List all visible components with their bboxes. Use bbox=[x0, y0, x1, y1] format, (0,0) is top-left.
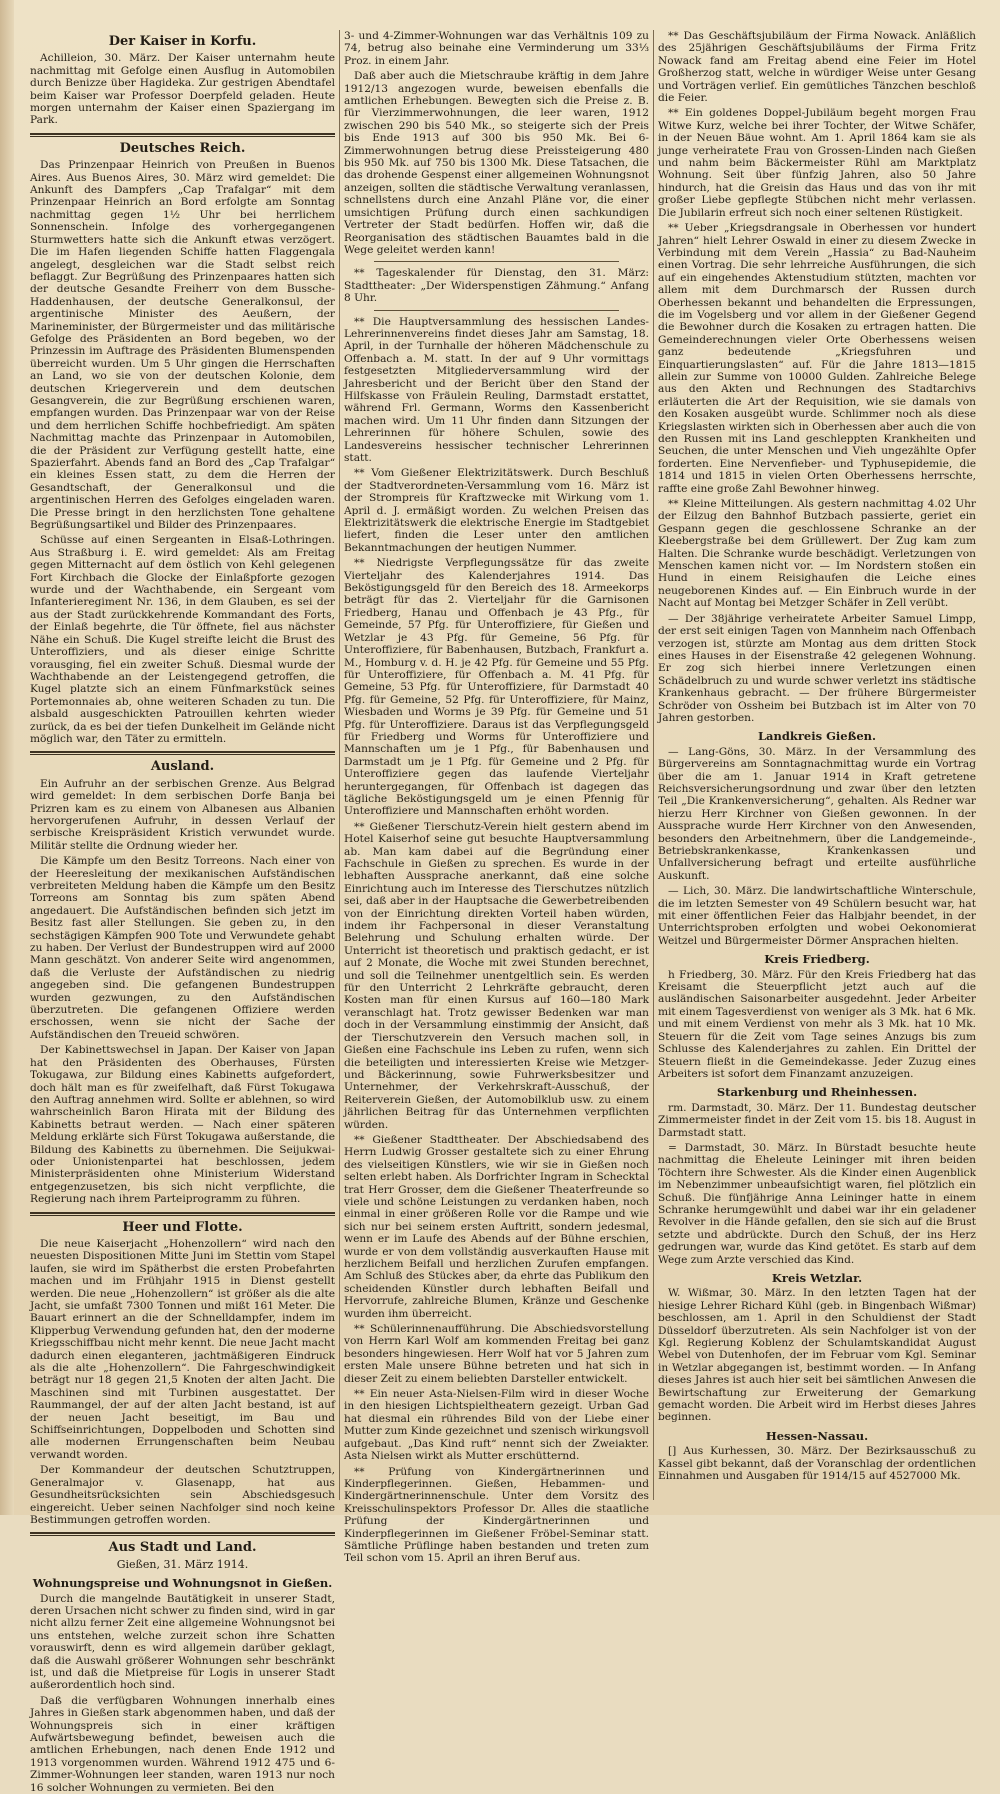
headline-kaiser: Der Kaiser in Korfu. bbox=[108, 34, 257, 49]
short-rule bbox=[374, 261, 619, 262]
article-japan: Der Kabinettswechsel in Japan. Der Kaiser von Japan hat den Präsidenten des Oberhauses, Fürsten Tokugawa, zur Bildung eines Kabinetts aufgefordert, doch hält man es für zweifelhaft, daß Fürst Tokugawa den Auftrag annehmen wird. Sollte er ablehnen, so wird wahrscheinlich Baron Hirata mit der Bildung des Kabinetts betraut werden. — Nach einer späteren Meldung erklärte sich Fürst Tokugawa außerstande, die Bildung des Kabinetts zu übernehmen. Die Seijukwai- oder Unionistenpartei hat beschlossen, jedem Ministerpräsidenten ohne Ministerium Widerstand entgegenzusetzen, bis sich nicht verpflichte, die Regierung nach ihrem Parteiprogramm zu führen. bbox=[30, 1044, 335, 1206]
article-jubilaeum: ** Das Geschäftsjubiläum der Firma Nowack. Anläßlich des 25jährigen Geschäftsjubiläums der Firma Fritz Nowack fand am Freitag abend eine Feier im Hotel Großherzog statt, welche in würdiger Weise unter Gesang und Vorträgen verlief. Ein gemütliches Tänzchen beschloß die Feier. bbox=[658, 30, 976, 105]
article-wohnung-2: Daß die verfügbaren Wohnungen innerhalb eines Jahres in Gießen stark abgenommen haben, und daß der Wohnungspreis sich in einer kräftigen Aufwärtsbewegung befindet, beweisen auch die amtlichen Erhebungen, nach denen Ende 1912 und 1913 vorgenommen wurden. Während 1912 475 und 6-Zimmer-Wohnungen leer standen, waren 1913 nur noch 16 solcher Wohnungen zu vermieten. Bei den bbox=[30, 1694, 335, 1794]
article-kindergaertnerinnen: ** Prüfung von Kindergärtnerinnen und Kinderpflegerinnen. Gießen, Hebammen- und Kindergärtnerinnenschule. Unter dem Vorsitz des Kreisschulinspektors Professor Dr. Alles die staatliche Prüfung der Kindergärtnerinnen und Kinderpflegerinnen im Gießener Fröbel-Seminar statt. Sämtliche Prüflinge haben bestanden und treten zum Teil schon vom 15. April an ihren Beruf aus. bbox=[344, 1465, 649, 1565]
column-rule bbox=[339, 30, 340, 1500]
article-schuesse: Schüsse auf einen Sergeanten in Elsaß-Lothringen. Aus Straßburg i. E. wird gemeldet: Als am Freitag gegen Mitternacht auf dem östlich von Kehl gelegenen Fort Kirchbach die Glocke der Einlaßpforte gezogen wurde und der Wachthabende, ein Sergeant vom Infanterieregiment Nr. 136, in dem Glauben, es sei der aus der Stadt zurückkehrende Kommandant des Forts, der Einlaß begehrte, die Tür öffnete, fiel aus nächster Nähe ein Schuß. Die Kugel streifte leicht die Brust des Unteroffiziers, und als dieser einige Schritte vorausging, fiel ein zweiter Schuß. Diesmal wurde der Wachthabende an der Leistengegend getroffen, die Kugel platzte sich an einem Fünfmarkstück seines Portemonnaies ab, ohne weiteren Schaden zu tun. Die alsbald ausgeschickten Patrouillen kehrten wieder zurück, da es bei der tiefen Dunkelheit im Gelände nicht möglich war, den Täter zu ermitteln. bbox=[30, 534, 335, 745]
headline-stadt-land: Aus Stadt und Land. bbox=[108, 1540, 257, 1556]
article-friedberg: h Friedberg, 30. März. Für den Kreis Friedberg hat das Kreisamt die Steuerpflicht jetzt auch auf die ausländischen Saisonarbeiter ausgedehnt. Jeder Arbeiter mit einem Tagesverdienst von weniger als 3 Mk. hat 6 Mk. und mit einem Verdienst von mehr als 3 Mk. hat 10 Mk. Steuern für die Zeit vom Tage seines Anzugs bis zum Schlusse des Kalenderjahres zu zahlen. Ein Drittel der Steuern fließt in die Gemeindekasse. Jeder Zuzug eines Arbeiters ist sofort dem Finanzamt anzuzeigen. bbox=[658, 968, 976, 1080]
column-left bbox=[30, 30, 335, 1794]
article-lang-goens: — Lang-Göns, 30. März. In der Versammlung des Bürgervereins am Sonntagnachmittag wurde ein Vortrag über die am 1. Januar 1914 in Kraft getretene Reichsversicherungsordnung und zwar über den letzten Teil „Die Krankenversicherung“, gehalten. Als Redner war hierzu Herr Kirchner von Gießen gewonnen. In der Aussprache wurde Herr Kirchner von den Anwesenden, besonders den Arbeitnehmern, über die Landgemeinde-, Betriebskrankenkasse, Krankenkassen und Unfallversicherung befragt und erteilte ausführliche Auskunft. bbox=[658, 745, 976, 882]
dateline: Gießen, 31. März 1914. bbox=[116, 1557, 249, 1571]
headline-ausland: Ausland. bbox=[150, 759, 215, 775]
headline-hessen-nassau: Hessen-Nassau. bbox=[765, 1428, 869, 1443]
article-elektrizitaet: ** Vom Gießener Elektrizitätswerk. Durch Beschluß der Stadtverordneten-Versammlung vom 16. März ist der Strompreis für Kraftzwecke mit Wirkung vom 1. April d. J. ermäßigt worden. Zu welchen Preisen das Elektrizitätswerk die elektrische Energie im Stadtgebiet liefert, finden die Leser unter den amtlichen Bekanntmachungen der heutigen Nummer. bbox=[344, 467, 649, 554]
article-kleine-mitteilungen: ** Kleine Mitteilungen. Als gestern nachmittag 4.02 Uhr der Eilzug den Bahnhof Butzbach passierte, geriet ein Gespann gegen die geschlossene Schranke an der Kleebergstraße bei dem Grüllewert. Der Zug kam zum Halten. Die Schranke wurde beschädigt. Verletzungen von Menschen kamen nicht vor. — Im Nordstern stoßen ein Hund in einem Reisighaufen die Leiche eines neugeborenen Kindes auf. — Ein Einbruch wurde in der Nacht auf Montag bei Metzger Schäfer in Zell verübt. bbox=[658, 498, 976, 610]
article-prinzenpaar: Das Prinzenpaar Heinrich von Preußen in Buenos Aires. Aus Buenos Aires, 30. März wird gemeldet: Die Ankunft des Dampfers „Cap Trafalgar“ mit dem Prinzenpaar Heinrich an Bord erfolgte am Sonntag nachmittag gegen 1½ Uhr bei herrlichem Sonnenschein. Infolge des vorhergegangenen Sturmwetters hatte sich die Ankunft etwas verzögert. Die im Hafen liegenden Schiffe hatten Flaggengala angelegt, desgleichen war die Stadt selbst reich beflaggt. Zur Begrüßung des Prinzenpaares hatten sich der deutsche Gesandte Freiherr von dem Bussche-Haddenhausen, der deutsche Generalkonsul, der argentinische Minister des Aeußern, der Marineminister, der Bürgermeister und das militärische Gefolge des Präsidenten an Bord begeben, wo der Prinzessin im Auftrage des Präsidenten Blumenspenden überreicht wurden. Um 5 Uhr gingen die Herrschaften an Land, wo sie von der deutschen Kolonie, dem deutschen Kriegerverein und dem deutschen Gesangverein, die zur Begrüßung erschienen waren, empfangen wurden. Das Prinzenpaar war von der Reise und dem herrlichen Schiffe hochbefriedigt. Am späten Nachmittag machte das Prinzenpaar in Automobilen, die der Präsident zur Verfügung gestellt hatte, eine Spazierfahrt. Abends fand an Bord des „Cap Trafalgar“ ein kleines Essen statt, zu dem die Herren der Gesandtschaft, der Generalkonsul und die argentinischen Herren des Gefolges eingeladen waren. Die Presse bringt in den herzlichsten Tone gehaltene Begrüßungsartikel und Bilder des Prinzenpaares. bbox=[30, 159, 335, 532]
headline-reich: Deutsches Reich. bbox=[119, 140, 246, 156]
article-aufruhr: Ein Aufruhr an der serbischen Grenze. Aus Belgrad wird gemeldet: In dem serbischen Dorfe Banja bei Prizren kam es zu einem von Albanesen aus Albanien hervorgerufenen Aufruhr, in dessen Verlauf der serbische Kreispräsident Kristich verwundet wurde. Militär stellte die Ordnung wieder her. bbox=[30, 777, 335, 852]
article-schutztruppen: Der Kommandeur der deutschen Schutztruppen, Generalmajor v. Glasenapp, hat aus Gesundheitsrücksichten sein Abschiedsgesuch eingereicht. Ueber seinen Nachfolger sind noch keine Bestimmungen getroffen worden. bbox=[30, 1464, 335, 1526]
column-right bbox=[658, 30, 976, 1500]
article-mietschraube: Daß aber auch die Mietschraube kräftig in dem Jahre 1912/13 angezogen wurde, beweisen ebenfalls die amtlichen Erhebungen. Bewegten sich die Preise z. B. für Vierzimmerwohnungen, die leer waren, 1912 zwischen 290 bis 540 Mk., so steigerte sich der Preis bis Ende 1913 auf 300 bis 950 Mk. Bei 6-Zimmerwohnungen betrug diese Preissteigerung 480 bis 950 Mk. auf 750 bis 1300 Mk. Diese Tatsachen, die das drohende Gespenst einer allgemeinen Wohnungsnot anzeigen, sollten die städtische Verwaltung veranlassen, schnellstens durch eine Anzahl Pläne vor, die einer umsichtigen Prüfung durch einen sachkundigen Vertreter der Stadt bedürfen. Hoffen wir, daß die Reorganisation des städtischen Bauamtes bald in die Wege geleitet werden kann! bbox=[344, 70, 649, 256]
article-abschied: ** Schülerinnenaufführung. Die Abschiedsvorstellung von Herrn Karl Wolf am kommenden Freitag bei ganz besonders hingewiesen. Herr Wolf hat vor 5 Jahren zum ersten Male unsere Bühne betreten und hat sich in dieser Zeit zu einem beliebten Darsteller entwickelt. bbox=[344, 1323, 649, 1385]
headline-wohnung: Wohnungspreise und Wohnungsnot in Gießen. bbox=[32, 1576, 333, 1591]
headline-heer: Heer und Flotte. bbox=[122, 1219, 243, 1235]
article-wissmar: W. Wißmar, 30. März. In den letzten Tagen hat der hiesige Lehrer Richard Kühl (geb. in Bingenbach Wißmar) beschlossen, am 1. April in den Schuldienst der Stadt Düsseldorf überzutreten. Als sein Nachfolger ist von der Kgl. Regierung Koblenz der Schulamtskandidat August Webel von Dutenhofen, der im Februar vom Kgl. Seminar in Wetzlar abgegangen ist, bestimmt worden. — In Anfang dieses Jahres ist auch hier seit bei sämtlichen Anwesen die Bewirtschaftung zur Erweiterung der Gemarkung gemacht worden. Die Arbeit wird im Herbst dieses Jahres beginnen. bbox=[658, 1287, 976, 1424]
column-middle bbox=[344, 30, 649, 1565]
article-kurhessen: [] Aus Kurhessen, 30. März. Der Bezirksausschuß zu Kassel gibt bekannt, daß der Voranschlag der ordentlichen Einnahmen und Ausgaben für 1914/15 auf 4527000 Mk. bbox=[658, 1445, 976, 1483]
section-divider bbox=[30, 133, 335, 137]
short-rule bbox=[374, 310, 619, 311]
article-stadttheater: ** Gießener Stadttheater. Der Abschiedsabend des Herrn Ludwig Grosser gestaltete sich zu einer Ehrung des vielseitigen Künstlers, wie wir sie in Gießen noch selten erlebt haben. Als Dorfrichter Ingram in Schecktal trat Herr Grosser, dem die Gießener Theaterfreunde so viele und schöne Leistungen zu verdanken haben, noch einmal in einer größeren Rolle vor die Rampe und wie sich nur bei seinem ersten Auftritt, sondern jedesmal, wenn er im Laufe des Abends auf der Bühne erschien, wurde er von dem vollständig ausverkauften Hause mit herzlichem Beifall und herzlichen Zurufen empfangen. Am Schluß des Stückes aber, da ehrte das Publikum den scheidenden Künstler durch lebhaften Beifall und Hervorrufe, zahlreiche Blumen, Kränze und Geschenke wurden ihm überreicht. bbox=[344, 1133, 649, 1320]
article-torreon: Die Kämpfe um den Besitz Torreons. Nach einer von der Heeresleitung der mexikanischen Aufständischen verbreiteten Meldung haben die Kämpfe um den Besitz Torreons am Sonntag bis zum späten Abend angedauert. Die Aufständischen befinden sich jetzt im Besitz fast aller Stellungen. Sie geben zu, in den sechstägigen Kämpfen 900 Tote und Verwundete gehabt zu haben. Der Verlust der Bundestruppen wird auf 2000 Mann geschätzt. Von anderer Seite wird angenommen, daß die Verluste der Aufständischen zu niedrig angegeben sind. Die gefangenen Bundestruppen wurden gezwungen, zu den Aufständischen überzutreten. Die gefangenen Offiziere werden erschossen, wenn sie nicht der Sache der Aufständischen den Treueid schwören. bbox=[30, 855, 335, 1041]
headline-starkenburg: Starkenburg und Rheinhessen. bbox=[716, 1085, 918, 1100]
article-tageskalender: ** Tageskalender für Dienstag, den 31. März: Stadttheater: „Der Widerspenstigen Zähmung.“ Anfang 8 Uhr. bbox=[344, 267, 649, 305]
article-darmstadt-2: = Darmstadt, 30. März. In Bürstadt besuchte heute nachmittag die Eheleute Leininger mit ihren beiden Töchtern ihre Schwester. Als die Kinder einen Augenblick im Nebenzimmer unbeaufsichtigt waren, fiel plötzlich ein Schuß. Die fünfjährige Anna Leininger hatte in einem Schranke herumgewühlt und dabei war ihr ein geladener Revolver in die Hände gefallen, den sie sich auf die Brust setzte und abdrückte. Durch den Schuß, der ins Herz gedrungen war, wurde das Kind getötet. Es starb auf dem Wege zum Arzte verschied das Kind. bbox=[658, 1141, 976, 1266]
article-darmstadt-1: rm. Darmstadt, 30. März. Der 11. Bundestag deutscher Zimmermeister findet in der Zeit vom 15. bis 18. August in Darmstadt statt. bbox=[658, 1101, 976, 1139]
section-divider bbox=[30, 1212, 335, 1216]
article-kaiserjacht: Die neue Kaiserjacht „Hohenzollern“ wird nach den neuesten Dispositionen Mitte Juni im Stettin vom Stapel laufen, sie wird im Spätherbst die ersten Probefahrten machen und im Frühjahr 1915 in Dienst gestellt werden. Die neue „Hohenzollern“ ist größer als die alte Jacht, sie umfaßt 7300 Tonnen und mißt 161 Meter. Die Bauart erinnert an die der Schnelldampfer, indem im Klipperbug Verwendung gefunden hat, den der moderne Kriegsschiffbau nicht mehr kennt. Die neue Jacht macht dadurch einen eleganteren, jachtmäßigeren Eindruck als die alte „Hohenzollern“. Die Fahrgeschwindigkeit beträgt nur 18 gegen 21,5 Knoten der alten Jacht. Die Maschinen sind mit Turbinen ausgestattet. Der Raummangel, der auf der alten Jacht bestand, ist auf der neuen Jacht beseitigt, im Bau und Schiffseinrichtungen, Doppelboden und Schotten sind alle modernen Errungenschaften beim Neubau verwandt worden. bbox=[30, 1237, 335, 1461]
headline-landkreis-giessen: Landkreis Gießen. bbox=[757, 729, 877, 744]
article-lehrerinnen: ** Die Hauptversammlung des hessischen Landes-Lehrerinnenvereins findet dieses Jahr am Samstag, 18. April, in der Turnhalle der höheren Mädchenschule zu Offenbach a. M. statt. In der auf 9 Uhr vormittags festgesetzten Mitgliederversammlung wird der Jahresbericht und der Bericht über den Stand der Hilfskasse von Fräulein Reuling, Darmstadt erstattet, während Frl. Germann, Worms den Kassenbericht machen wird. Um 11 Uhr finden dann Sitzungen der Lehrerinnen für höhere Schulen, sowie des Landesvereins hessischer technischer Lehrerinnen statt. bbox=[344, 315, 649, 464]
section-divider bbox=[30, 751, 335, 755]
article-wohnung-1: Durch die mangelnde Bautätigkeit in unserer Stadt, deren Ursachen nicht schwer zu finden sind, wird in gar nicht allzu ferner Zeit eine allgemeine Wohnungsnot bei uns entstehen, welche zurzeit schon ihre Schatten vorauswirft, denn es wird allgemein darüber geklagt, daß die Auswahl größerer Wohnungen sehr beschränkt ist, und daß die Mietpreise für Logis in unserer Stadt außerordentlich hoch sind. bbox=[30, 1592, 335, 1692]
article-wohnung-cont: 3- und 4-Zimmer-Wohnungen war das Verhältnis 109 zu 74, betrug also beinahe eine Verminderung um 33⅓ Proz. in einem Jahr. bbox=[344, 30, 649, 67]
article-doppeljubilaeum: ** Ein goldenes Doppel-Jubiläum begeht morgen Frau Witwe Kurz, welche bei ihrer Tochter, der Witwe Schäfer, in der Neuen Bäue wohnt. Am 1. April 1864 kam sie als junge verheiratete Frau von Grossen-Linden nach Gießen und nahm beim Bäckermeister Rühl am Marktplatz Wohnung. Seit über fünfzig Jahren, also 50 Jahre hindurch, hat die Greisin das Haus und das von ihr mit großer Liebe gepflegte Stübchen nicht mehr verlassen. Die Jubilarin erfreut sich noch einer seltenen Rüstigkeit. bbox=[658, 107, 976, 219]
article-kriegsdrangsale: ** Ueber „Kriegsdrangsale in Oberhessen vor hundert Jahren“ hielt Lehrer Oswald in einer zu diesem Zwecke in Verbindung mit dem Verein „Hassia“ zu Bad-Nauheim einen Vortrag. Die sehr lehrreiche Ausführungen, die sich auf ein eingehendes Aktenstudium stützten, machten vor allem mit dem Durchmarsch der Russen durch Oberhessen bekannt und behandelten die Erpressungen, die im Vogelsberg und vor allem in der Gießener Gegend die Bewohner durch die Kosaken zu ertragen hatten. Die Gemeinderechnungen vieler Orte Oberhessens weisen ganz bedeutende „Kriegsfuhren und Einquartierungslasten“ auf. Für die Jahre 1813—1815 allein zur Summe von 10000 Gulden. Zahlreiche Belege aus den Akten und Rechnungen des Stadtarchivs erläuterten die Art der Requisition, wie sie damals von den Kosaken ausgeübt wurde. Schlimmer noch als diese Kriegslasten wirkten sich in Oberhessen aber auch die von den Russen mit ins Land geschleppten Krankheiten und Seuchen, die unter Menschen und Vieh ungezählte Opfer forderten. Eine Nervenfieber- und Typhusepidemie, die 1814 und 1815 in vielen Orten Oberhessens herrschte, raffte eine große Zahl Bewohner hinweg. bbox=[658, 222, 976, 495]
article-tierschutz: ** Gießener Tierschutz-Verein hielt gestern abend im Hotel Kaiserhof seine gut besuchte Hauptversammlung ab. Man kam dabei auf die Begründung einer Fachschule in Gießen zu sprechen. Es wurde in der lebhaften Aussprache anerkannt, daß eine solche Einrichtung auch im Interesse des Tierschutzes nützlich sei, daß aber in der Hauptsache die Gewerbetreibenden von der Einrichtung direkten Vorteil haben würden, indem ihr Fachpersonal in dieser Veranstaltung Belehrung und Schulung erhalten würde. Der Unterricht ist theoretisch und praktisch gedacht, er ist auf 2 Monate, die Woche mit zwei Stunden berechnet, und soll die Teilnehmer unentgeltlich sein. Es werden für den Unterricht 2 Lehrkräfte gebraucht, deren Kosten man für einen Kursus auf 160—180 Mark veranschlagt hat. Trotz gewisser Bedenken war man doch in der Versammlung einstimmig der Ansicht, daß der Tierschutzverein den Versuch machen soll, in Gießen eine Fachschule ins Leben zu rufen, wenn sich die beteiligten und interessierten Kreise wie Metzger- und Bäckerinnung, sowie Fuhrwerksbesitzer und Unternehmer, der Verkehrskraft-Ausschuß, der Reiterverein Gießen, der Automobilklub usw. zu einem jährlichen Beitrag für das Unternehmen verpflichten würden. bbox=[344, 820, 649, 1131]
column-rule bbox=[653, 30, 654, 1500]
article-verpflegung: ** Niedrigste Verpflegungssätze für das zweite Vierteljahr des Kalenderjahres 1914. Das Beköstigungsgeld für den Bereich des 18. Armeekorps beträgt für das 2. Vierteljahr für die Garnisonen Friedberg, Hanau und Offenbach je 43 Pfg., für Gemeinde, 57 Pfg. für Unteroffiziere, für Gießen und Wetzlar je 43 Pfg. für Gemeine, 56 Pfg. für Unteroffiziere, für Babenhausen, Butzbach, Frankfurt a. M., Homburg v. d. H. je 42 Pfg. für Gemeine und 55 Pfg. für Unteroffiziere, für Offenbach a. M. 41 Pfg. für Gemeine, 53 Pfg. für Unteroffiziere, für Darmstadt 40 Pfg. für Gemeine, 52 Pfg. für Unteroffiziere, für Mainz, Wiesbaden und Worms je 39 Pfg. für Gemeine und 51 Pfg. für Unteroffiziere. Daraus ist das Verpflegungsgeld für Friedberg und Worms für Unteroffiziere und Mannschaften um je 1 Pfg., für Babenhausen und Darmstadt um je 1 Pfg. für Gemeine und 2 Pfg. für Unteroffiziere gegen das laufende Vierteljahr heruntergegangen, für Offenbach ist dagegen das tägliche Beköstigungsgeld um je einen Pfennig für Unteroffiziere und Mannschaften erhöht worden. bbox=[344, 557, 649, 818]
article-asta-nielsen: ** Ein neuer Asta-Nielsen-Film wird in dieser Woche in den hiesigen Lichtspieltheatern gezeigt. Urban Gad hat diesmal ein rührendes Bild von der Liebe einer Mutter zum Kinde gezeichnet und szenisch wirkungsvoll aufgebaut. „Das Kind ruft“ nennt sich der Zweiakter. Asta Nielsen wirkt als Mutter erschütternd. bbox=[344, 1388, 649, 1463]
article-limpp: — Der 38jährige verheiratete Arbeiter Samuel Limpp, der erst seit einigen Tagen von Mannheim nach Offenbach verzogen ist, stürzte am Montag aus dem dritten Stock eines Hauses in der Eisenstraße 42 gelegenen Wohnung. Er zog sich hierbei innere Verletzungen einen Schädelbruch zu und wurde schwer verletzt ins städtische Krankenhaus gebracht. — Der frühere Bürgermeister Schröder von Ossheim bei Butzbach ist im Alter von 70 Jahren gestorben. bbox=[658, 612, 976, 724]
headline-kreis-wetzlar: Kreis Wetzlar. bbox=[771, 1271, 863, 1285]
section-divider bbox=[30, 1532, 335, 1536]
article-kaiser: Achilleion, 30. März. Der Kaiser unternahm heute nachmittag mit Gefolge einen Ausflug in Automobilen durch Benizze über Hagideka. Zur gestrigen Abendtafel beim Kaiser war Professor Doerpfeld geladen. Heute morgen unternahm der Kaiser einen Spaziergang im Park. bbox=[30, 52, 335, 127]
article-lich: — Lich, 30. März. Die landwirtschaftliche Winterschule, die im letzten Semester von 49 Schülern besucht war, hat mit einer öffentlichen Feier das Halbjahr beendet, in der Unterrichtsproben erfolgten und wobei Oekonomierat Weitzel und Bürgermeister Dörmer Ansprachen hielten. bbox=[658, 885, 976, 947]
headline-kreis-friedberg: Kreis Friedberg. bbox=[764, 952, 870, 967]
